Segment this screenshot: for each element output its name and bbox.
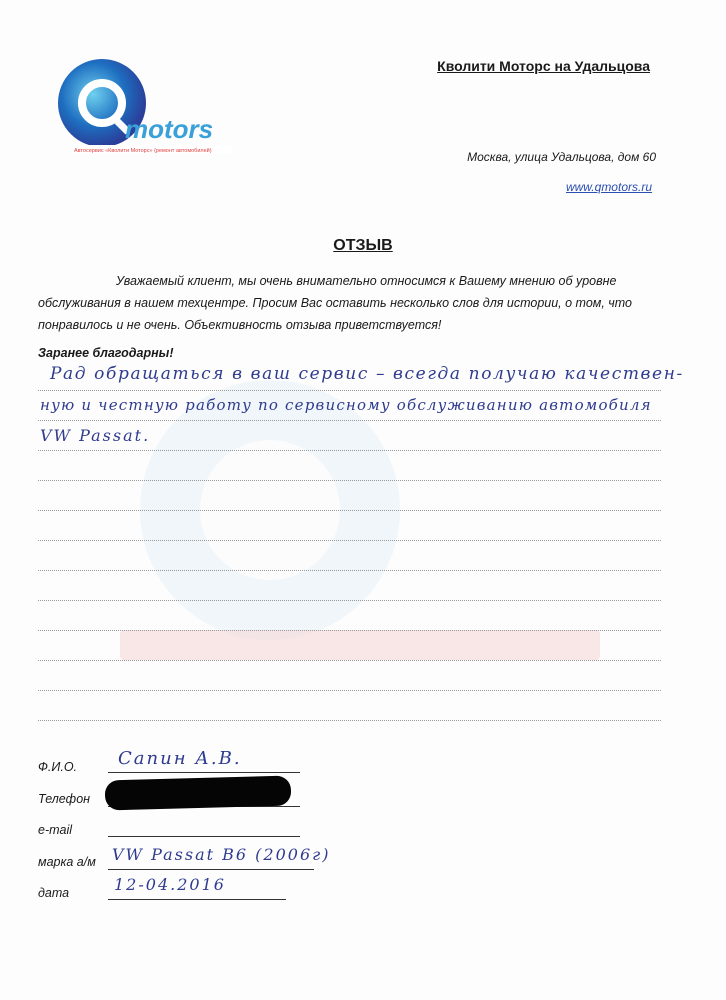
review-line [38,450,661,451]
review-handwriting-line-3[interactable]: VW Passat. [40,426,151,445]
fio-label: Ф.И.О. [38,760,78,774]
phone-redaction [105,776,292,811]
review-line [38,660,661,661]
date-value[interactable]: 12-04.2016 [114,875,226,894]
review-line [38,630,661,631]
car-value[interactable]: VW Passat B6 (2006г) [112,845,331,864]
date-underline [108,899,286,900]
phone-label: Телефон [38,792,91,806]
review-line [38,420,661,421]
review-line [38,570,661,571]
review-handwriting-line-1[interactable]: Рад обращаться в ваш сервис – всегда получаю качествен- [50,364,684,384]
review-line [38,540,661,541]
thanks-text: Заранее благодарны! [38,346,174,360]
company-name: Кволити Моторс на Удальцова [437,58,650,74]
review-line [38,390,661,391]
review-handwriting-line-2[interactable]: ную и честную работу по сервисному обслуживанию автомобиля [40,396,652,414]
car-label: марка а/м [38,855,96,869]
intro-text: Уважаемый клиент, мы очень внимательно относимся к Вашему мнению об уровне обслуживания в нашем техцентре. Просим Вас оставить несколько слов для истории, о том, что понравилось и не очень. Объективность отзыва приветствуется! [38,274,632,332]
logo-tagline: Автосервис «Кволити Моторс» (ремонт автомобилей) [74,148,212,154]
company-logo [50,58,250,158]
date-label: дата [38,886,70,900]
form-title: ОТЗЫВ [333,237,393,254]
review-line [38,600,661,601]
review-line [38,690,661,691]
fio-value[interactable]: Сапин А.В. [118,748,242,769]
company-website[interactable]: www.qmotors.ru [565,180,652,194]
review-line [38,480,661,481]
review-line [38,720,661,721]
svg-text:motors: motors [125,114,214,144]
company-address: Москва, улица Удальцова, дом 60 [467,150,656,164]
email-label: e-mail [38,823,73,837]
car-underline [108,869,314,870]
review-line [38,510,661,511]
email-field[interactable] [108,836,300,837]
fio-underline [108,772,300,773]
